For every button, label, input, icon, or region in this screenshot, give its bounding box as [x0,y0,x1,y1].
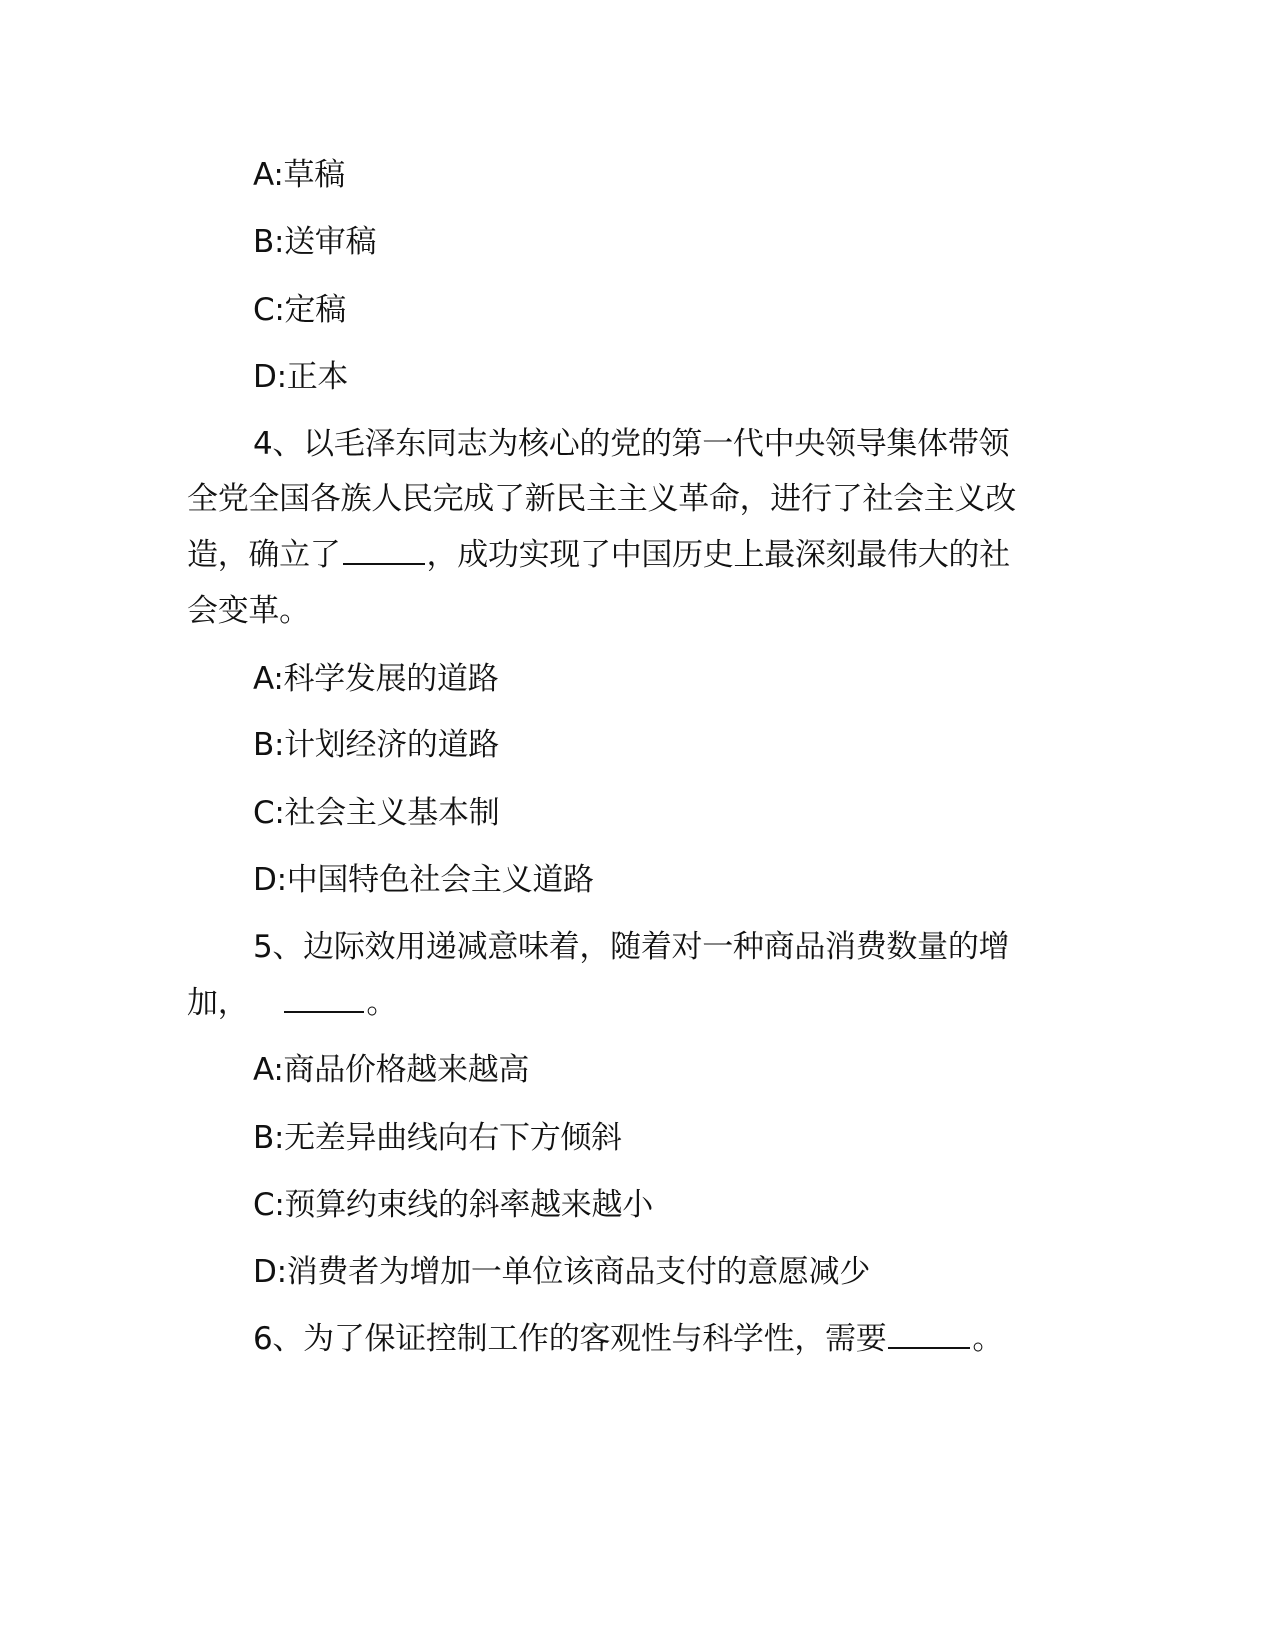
q6-stem-line-1 [253,1321,1004,1357]
q3-option-d: D:正本 [253,359,349,395]
q4-text-after-blank: ，成功实现了中国历史上最深刻最伟大的社 [426,537,1010,573]
answer-blank [343,563,425,565]
q4-stem-line-4: 会变革。 [187,593,310,629]
q3-option-a: A:草稿 [253,157,345,193]
q4-option-b: B:计划经济的道路 [253,727,500,763]
q5-option-b: B:无差异曲线向右下方倾斜 [253,1120,622,1156]
q3-option-b: B:送审稿 [253,224,377,260]
q4-text-before-blank: 造，确立了 [187,537,341,573]
q6-text-after-blank: 。 [972,1321,1004,1357]
q6-text-before-blank: 6、为了保证控制工作的客观性与科学性，需要 [253,1321,887,1357]
q5-option-c: C:预算约束线的斜率越来越小 [253,1187,653,1223]
q4-option-c: C:社会主义基本制 [253,795,500,831]
q5-option-a: A:商品价格越来越高 [253,1052,530,1088]
q5-stem-line-1: 5、边际效用递减意味着，随着对一种商品消费数量的增 [253,929,1010,965]
q5-text-after-blank: 。 [366,985,398,1021]
q4-stem-line-1: 4、以毛泽东同志为核心的党的第一代中央领导集体带领 [253,426,1010,462]
answer-blank [284,1011,364,1013]
q4-stem-line-2: 全党全国各族人民完成了新民主主义革命，进行了社会主义改 [187,481,1016,517]
q3-option-c: C:定稿 [253,292,346,328]
answer-blank [888,1347,970,1349]
q4-option-d: D:中国特色社会主义道路 [253,862,594,898]
q5-text-before-blank: 加， [187,985,249,1021]
q4-stem-line-3 [187,537,1010,573]
q5-stem-line-2 [187,985,398,1021]
q4-option-a: A:科学发展的道路 [253,661,499,697]
q5-option-d: D:消费者为增加一单位该商品支付的意愿减少 [253,1254,871,1290]
